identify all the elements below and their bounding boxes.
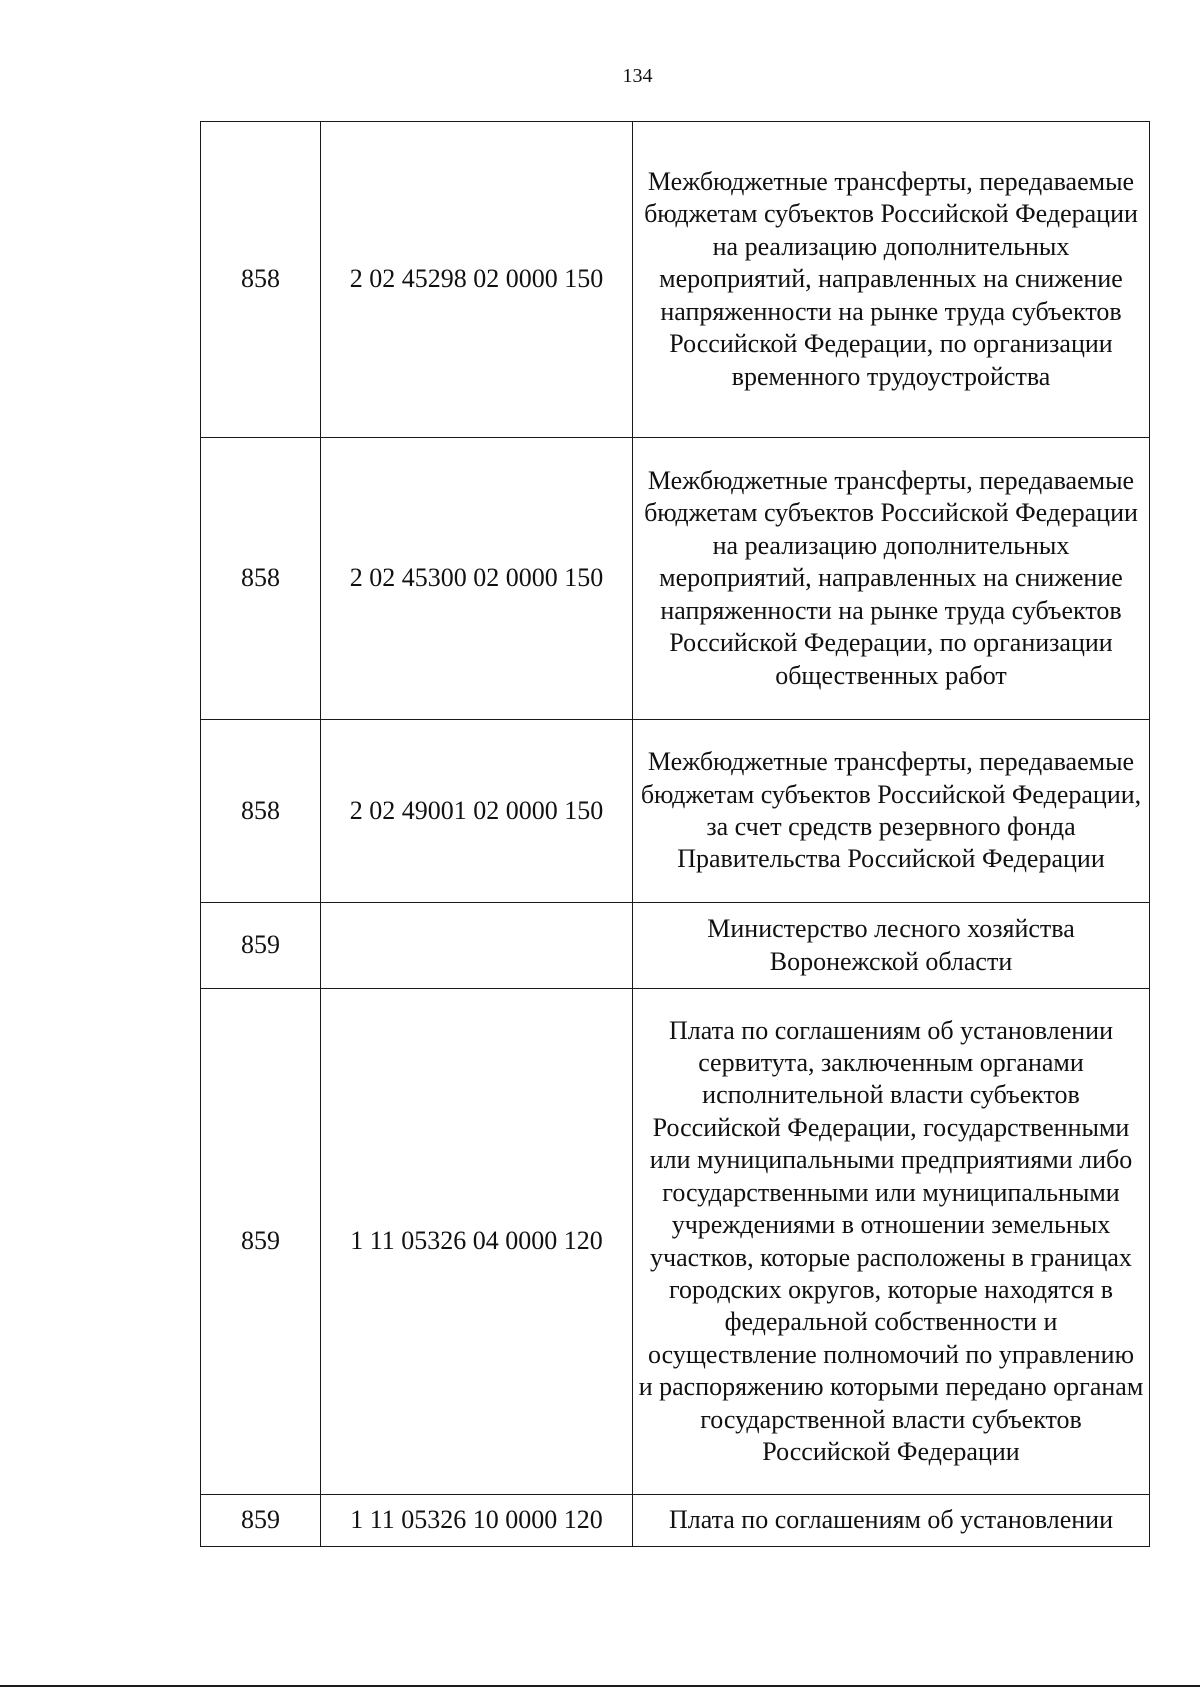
admin-code-cell: 858 [201,720,321,903]
budget-code-cell: 2 02 45300 02 0000 150 [321,438,633,720]
ministry-name-cell: Министерство лесного хозяйства Воронежской области [633,903,1150,989]
admin-code-cell: 858 [201,122,321,438]
page-number: 134 [622,65,653,87]
admin-code-cell: 858 [201,438,321,720]
footer-divider [0,1685,1200,1687]
budget-code-cell: 2 02 45298 02 0000 150 [321,122,633,438]
admin-code-cell: 859 [201,903,321,989]
table-row [201,989,1150,1495]
table-row [201,122,1150,438]
table-row [201,720,1150,903]
revenue-name-cell: Межбюджетные трансферты, передаваемые бюджетам субъектов Российской Федерации на реализацию дополнительных мероприятий, направленных на снижение напряженности на рынке труда субъектов Российской Федерации, по организации общественных работ [633,438,1150,720]
budget-code-cell [321,903,633,989]
revenue-name-cell: Межбюджетные трансферты, передаваемые бюджетам субъектов Российской Федерации, за счет средств резервного фонда Правительства Российской Федерации [633,720,1150,903]
table-row [201,903,1150,989]
budget-code-cell: 2 02 49001 02 0000 150 [321,720,633,903]
budget-code-cell: 1 11 05326 10 0000 120 [321,1495,633,1547]
revenue-name-cell: Плата по соглашениям об установлении сервитута, заключенным органами исполнительной власти субъектов Российской Федерации, государственными или муниципальными предприятиями либо государственными или муниципальными учреждениями в отношении земельных участков, которые расположены в границах городских округов, которые находятся в федеральной собственности и осуществление полномочий по управлению и распоряжению которыми передано органам государственной власти субъектов Российской Федерации [633,989,1150,1495]
admin-code-cell: 859 [201,1495,321,1547]
revenue-name-cell: Межбюджетные трансферты, передаваемые бюджетам субъектов Российской Федерации на реализацию дополнительных мероприятий, направленных на снижение напряженности на рынке труда субъектов Российской Федерации, по организации временного трудоустройства [633,122,1150,438]
admin-code-cell: 859 [201,989,321,1495]
table-row [201,1495,1150,1547]
revenue-name-cell: Плата по соглашениям об установлении [633,1495,1150,1547]
budget-code-cell: 1 11 05326 04 0000 120 [321,989,633,1495]
table-row [201,438,1150,720]
budget-classification-table [200,121,1150,1547]
